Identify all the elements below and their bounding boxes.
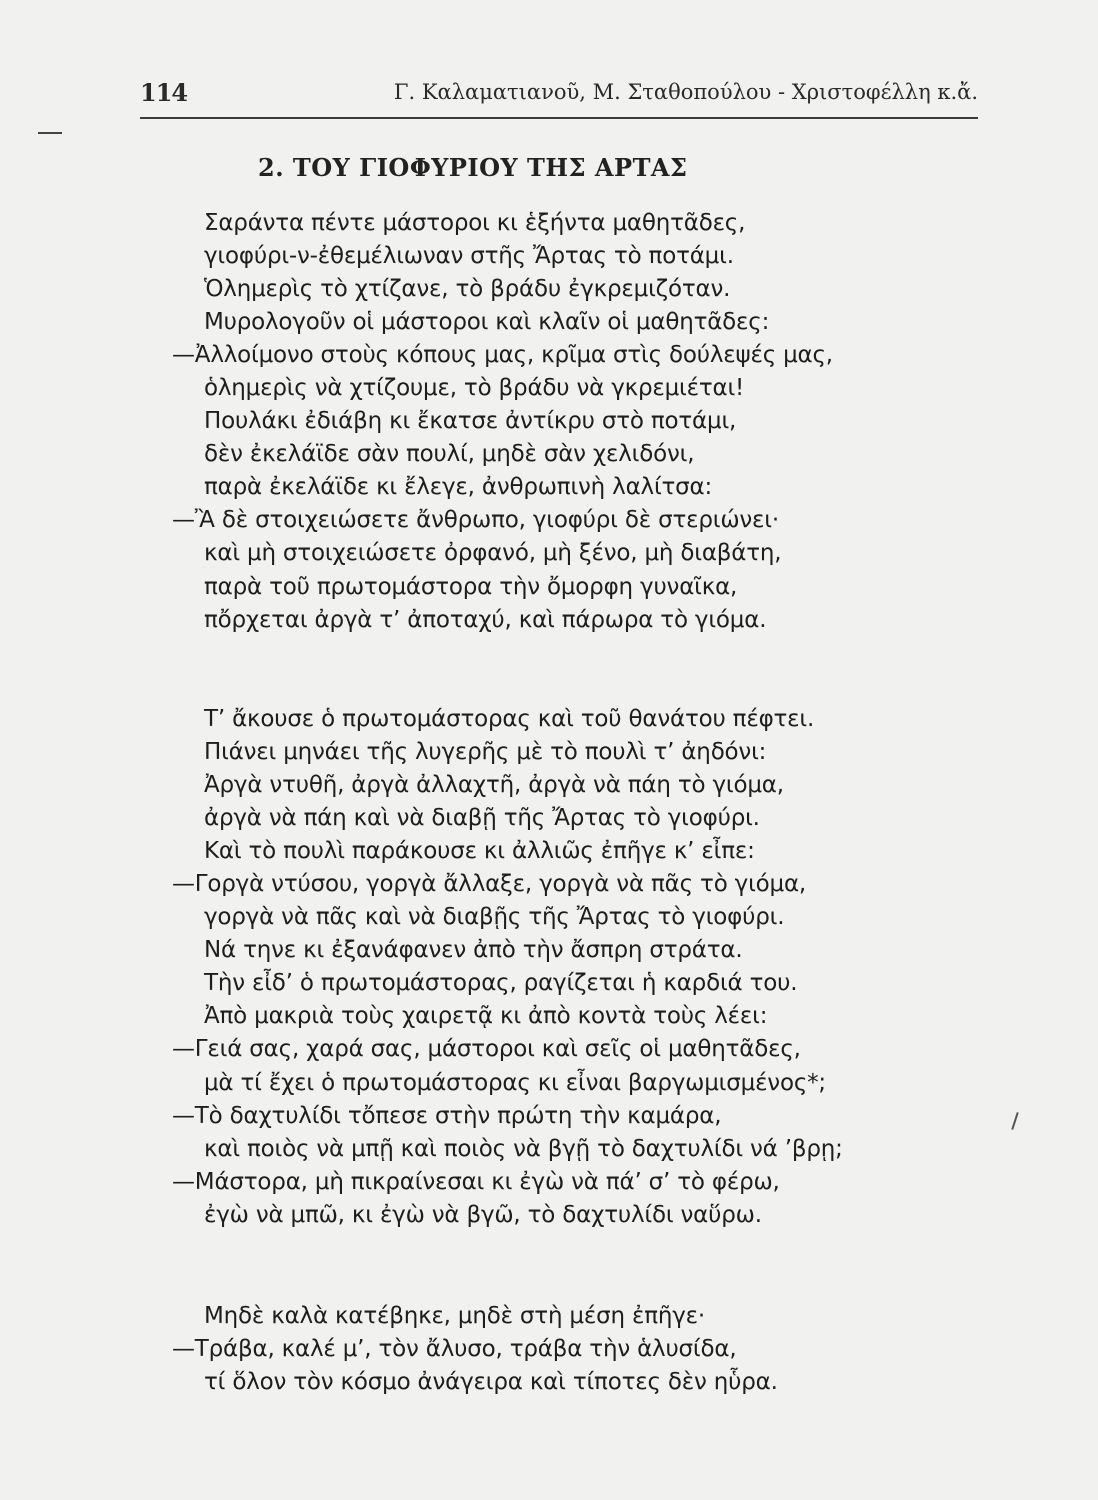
poem-line: μὰ τί ἔχει ὁ πρωτομάστορας κι εἶναι βαργωμισμένος*;	[204, 1069, 826, 1096]
poem-line: —Γοργὰ ντύσου, γοργὰ ἄλλαξε, γοργὰ νὰ πᾶς τὸ γιόμα,	[172, 871, 807, 898]
poem-line: Τ’ ἄκουσε ὁ πρωτομάστορας καὶ τοῦ θανάτου πέφτει.	[204, 706, 815, 732]
poem-line: —Ἂ δὲ στοιχειώσετε ἄνθρωπο, γιοφύρι δὲ στεριώνει·	[172, 507, 779, 534]
poem-line: καὶ μὴ στοιχειώσετε ὀρφανό, μὴ ξένο, μὴ διαβάτη,	[204, 540, 782, 567]
poem-line: Μηδὲ καλὰ κατέβηκε, μηδὲ στὴ μέση ἐπῆγε·	[204, 1303, 705, 1329]
margin-mark	[38, 132, 62, 134]
poem-line: τί ὅλον τὸν κόσμο ἀνάγειρα καὶ τίποτες δὲν ηὗρα.	[204, 1369, 778, 1396]
poem-line: Ἀπὸ μακριὰ τοὺς χαιρετᾷ κι ἀπὸ κοντὰ τοὺς λέει:	[204, 1003, 768, 1030]
poem-line: ὁλημερὶς νὰ χτίζουμε, τὸ βράδυ νὰ γκρεμιέται!	[204, 375, 745, 402]
poem-line: Καὶ τὸ πουλὶ παράκουσε κι ἀλλιῶς ἐπῆγε κ’ εἶπε:	[204, 838, 755, 865]
poem-line: —Τὸ δαχτυλίδι τὄπεσε στὴν πρώτη τὴν καμάρα,	[172, 1102, 722, 1129]
header-rule	[140, 117, 978, 119]
poem-line: —Τράβα, καλέ μ’, τὸν ἄλυσο, τράβα τὴν ἁλυσίδα,	[172, 1336, 737, 1363]
poem-line: —Μάστορα, μὴ πικραίνεσαι κι ἐγὼ νὰ πά’ σ’ τὸ φέρω,	[172, 1168, 780, 1195]
poem-line: Ὁλημερὶς τὸ χτίζανε, τὸ βράδυ ἐγκρεμιζόταν.	[204, 276, 731, 303]
poem-line: Πουλάκι ἐδιάβη κι ἔκατσε ἀντίκρυ στὸ ποτάμι,	[204, 408, 737, 435]
stanza-3	[0, 1300, 1098, 1399]
poem-line: Τὴν εἶδ’ ὁ πρωτομάστορας, ραγίζεται ἡ καρδιά του.	[204, 970, 798, 997]
poem-line: —Γειά σας, χαρά σας, μάστοροι καὶ σεῖς οἱ μαθητᾶδες,	[172, 1036, 801, 1063]
poem-line: Σαράντα πέντε μάστοροι κι ἑξήντα μαθητᾶδες,	[204, 210, 746, 236]
stanza-1	[0, 207, 1098, 637]
poem-line: παρὰ ἐκελάϊδε κι ἔλεγε, ἀνθρωπινὴ λαλίτσα:	[204, 474, 713, 501]
poem-line: γιοφύρι-ν-ἐθεμέλιωναν στῆς Ἄρτας τὸ ποτάμι.	[204, 243, 734, 270]
poem-title: 2. ΤΟΥ ΓΙΟΦΥΡΙΟΥ ΤΗΣ ΑΡΤΑΣ	[258, 153, 688, 182]
poem-line: πὄρχεται ἀργὰ τ’ ἀποταχύ, καὶ πάρωρα τὸ γιόμα.	[204, 606, 767, 633]
poem-line: καὶ ποιὸς νὰ μπῇ καὶ ποιὸς νὰ βγῇ τὸ δαχτυλίδι νά ’βρῃ;	[204, 1135, 843, 1162]
poem-line: Νά τηνε κι ἐξανάφανεν ἀπὸ τὴν ἄσπρη στράτα.	[204, 937, 743, 964]
poem-line: —Ἀλλοίμονο στοὺς κόπους μας, κρῖμα στὶς δούλεψές μας,	[172, 342, 833, 369]
poem-line: Ἀργὰ ντυθῆ, ἀργὰ ἀλλαχτῆ, ἀργὰ νὰ πάη τὸ γιόμα,	[204, 772, 784, 799]
poem-line: Πιάνει μηνάει τῆς λυγερῆς μὲ τὸ πουλὶ τ’ ἀηδόνι:	[204, 739, 767, 766]
poem-line: ἐγὼ νὰ μπῶ, κι ἐγὼ νὰ βγῶ, τὸ δαχτυλίδι ναὕρω.	[204, 1201, 762, 1228]
page-number: 114	[140, 78, 188, 107]
stanza-2	[0, 703, 1098, 1232]
poem-line: Μυρολογοῦν οἱ μάστοροι καὶ κλαῖν οἱ μαθητᾶδες:	[204, 309, 770, 336]
running-title: Γ. Καλαματιανοῦ, Μ. Σταθοπούλου - Χριστοφέλλη κ.ἄ.	[393, 80, 978, 104]
poem-line: γοργὰ νὰ πᾶς καὶ νὰ διαβῇς τῆς Ἄρτας τὸ γιοφύρι.	[204, 904, 785, 931]
poem-line: ἀργὰ νὰ πάη καὶ νὰ διαβῇ τῆς Ἄρτας τὸ γιοφύρι.	[204, 805, 760, 832]
poem-line: δὲν ἐκελάϊδε σὰν πουλί, μηδὲ σὰν χελιδόνι,	[204, 441, 695, 468]
poem-line: παρὰ τοῦ πρωτομάστορα τὴν ὄμορφη γυναῖκα,	[204, 573, 738, 600]
